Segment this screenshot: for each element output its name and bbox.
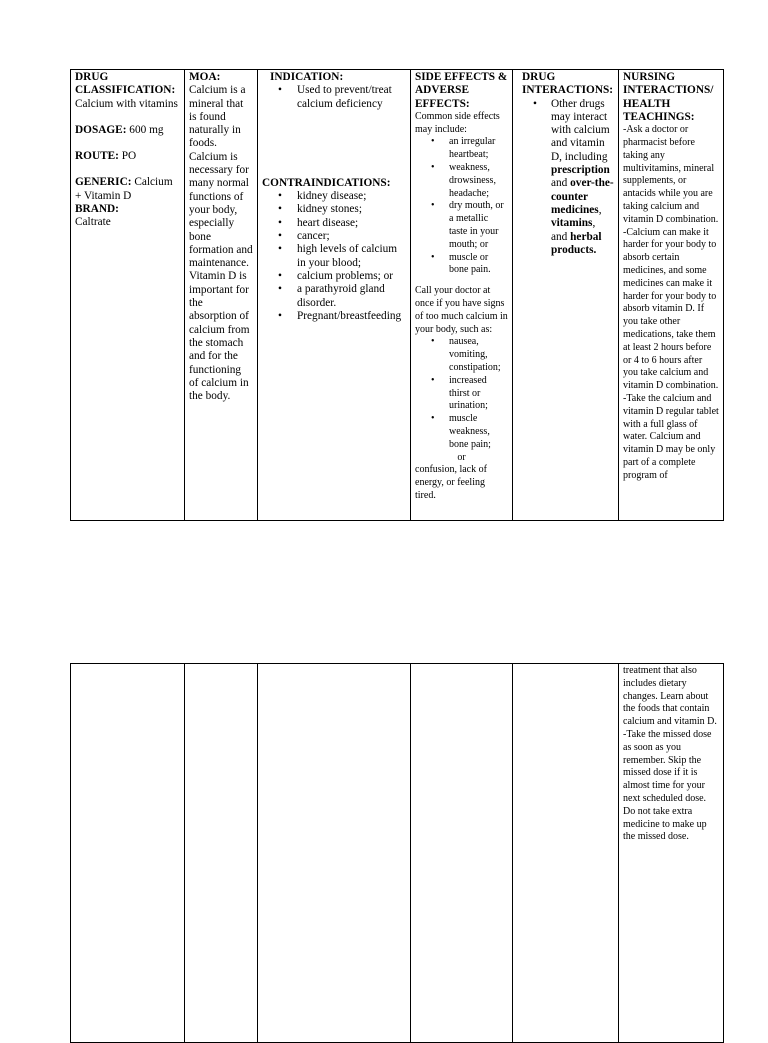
drug-info-cell [71,70,185,521]
contraindications-label: CONTRAINDICATIONS: [262,176,391,189]
empty-cell [411,664,513,1043]
side-effect-item: • an irregular heartbeat; [415,136,508,162]
brand-label: BRAND: [75,203,119,216]
drug-interactions-label: DRUG INTERACTIONS: [522,71,614,97]
empty-cell [71,664,185,1043]
drug-study-table-continued [70,663,724,1043]
indication-item: • Used to prevent/treat calcium deficiency [262,84,406,111]
interaction-otc: over-the-counter medicines [551,177,614,216]
moa-text: Calcium is a mineral that is found naturally in foods. Calcium is necessary for many normal functions of your body, especially bone formation and maintenance. Vitamin D is important for the absorption of calcium from the stomach and for the functioning of calcium in the body. [189,84,253,403]
drug-interaction-item [517,98,614,258]
empty-cell [258,664,411,1043]
interaction-vitamins: vitamins [551,217,593,230]
contraindication-item: • kidney disease; [262,190,406,203]
indication-label: INDICATION: [270,71,344,83]
drug-study-table [70,69,724,521]
moa-label: MOA: [189,71,221,83]
contraindication-item: • heart disease; [262,217,406,230]
classification-value: Calcium with vitamins [75,97,178,110]
empty-cell [185,664,258,1043]
call-doctor-text: Call your doctor at once if you have signs of too much calcium in your body, such as: [415,285,508,335]
interaction-text: Other drugs may interact with calcium and vitamin D, including [551,97,610,163]
contraindication-item: • a parathyroid gland disorder. [262,283,406,310]
nursing-text-part-1: -Ask a doctor or pharmacist before taking any multivitamins, mineral supplements, or antacids while you are taking calcium and vitamin D combination. -Calcium can make it harder for your body to absorb certain medicines, and some medicines can make it harder for your body to absorb vitamin D. If you take other medications, take them at least 2 hours before or 4 to 6 hours after you take calcium and vitamin D combination. -Take the calcium and vitamin D regular tablet with a full glass of water. Calcium and vitamin D may be only part of a complete program of [623,124,719,481]
side-effects-cell [411,70,513,521]
interaction-and: and [551,177,571,190]
dosage-value: 600 mg [126,123,164,136]
contraindication-item: • calcium problems; or [262,270,406,283]
empty-cell [513,664,619,1043]
dosage-label: DOSAGE: [75,123,127,136]
serious-side-effects-list [415,336,508,451]
side-effect-item: • weakness, drowsiness, headache; [415,162,508,200]
side-effects-tail: confusion, lack of energy, or feeling tired. [415,464,487,501]
nursing-cell [619,70,724,521]
contraindication-item: • high levels of calcium in your blood; [262,243,406,270]
contraindication-item: • kidney stones; [262,203,406,216]
generic-line [75,176,180,203]
contraindication-list [262,190,406,323]
interaction-and-2: , and [551,217,596,243]
dosage-line [75,124,180,137]
side-effect-item: • increased thirst or urination; [415,375,508,413]
moa-cell [185,70,258,521]
generic-value: Calcium + Vitamin D [75,176,173,202]
drug-interactions-cell [513,70,619,521]
drug-table-page-1 [70,69,723,521]
side-effect-item: • muscle weakness, bone pain; [415,413,508,451]
generic-label: GENERIC: [75,176,132,189]
interaction-prescription: prescription [551,164,610,177]
side-effect-item: • muscle or bone pain. [415,252,508,278]
route-value: PO [118,150,137,163]
route-line [75,150,180,163]
contraindication-item: • Pregnant/breastfeeding [262,310,406,323]
brand-value: Caltrate [75,216,111,229]
indication-cell [258,70,411,521]
common-side-effects-list [415,136,508,277]
side-effects-intro: Common side effects may include: [415,110,500,135]
nursing-text-part-2: treatment that also includes dietary changes. Learn about the foods that contain calcium and vitamin D. -Take the missed dose as soon as you remember. Skip the missed dose if it is almost time for your next scheduled dose. Do not take extra medicine to make up the missed dose. [623,665,717,843]
drug-interactions-list [517,98,614,258]
interaction-herbal: herbal products. [551,230,602,256]
nursing-cell-continued [619,664,724,1043]
route-label: ROUTE: [75,150,119,163]
interaction-comma: , [598,203,602,216]
side-effect-item: • nausea, vomiting, constipation; [415,336,508,374]
side-effect-item: • dry mouth, or a metallic taste in your mouth; or [415,200,508,251]
classification-label: DRUG CLASSIFICATION: [75,71,176,97]
drug-table-page-2 [70,663,723,1043]
indication-list [262,84,406,111]
side-effects-label: SIDE EFFECTS & ADVERSE EFFECTS: [415,71,508,110]
or-text: or [457,451,466,463]
contraindication-item: • cancer; [262,230,406,243]
nursing-label: NURSING INTERACTIONS/ HEALTH TEACHINGS: [623,71,714,123]
